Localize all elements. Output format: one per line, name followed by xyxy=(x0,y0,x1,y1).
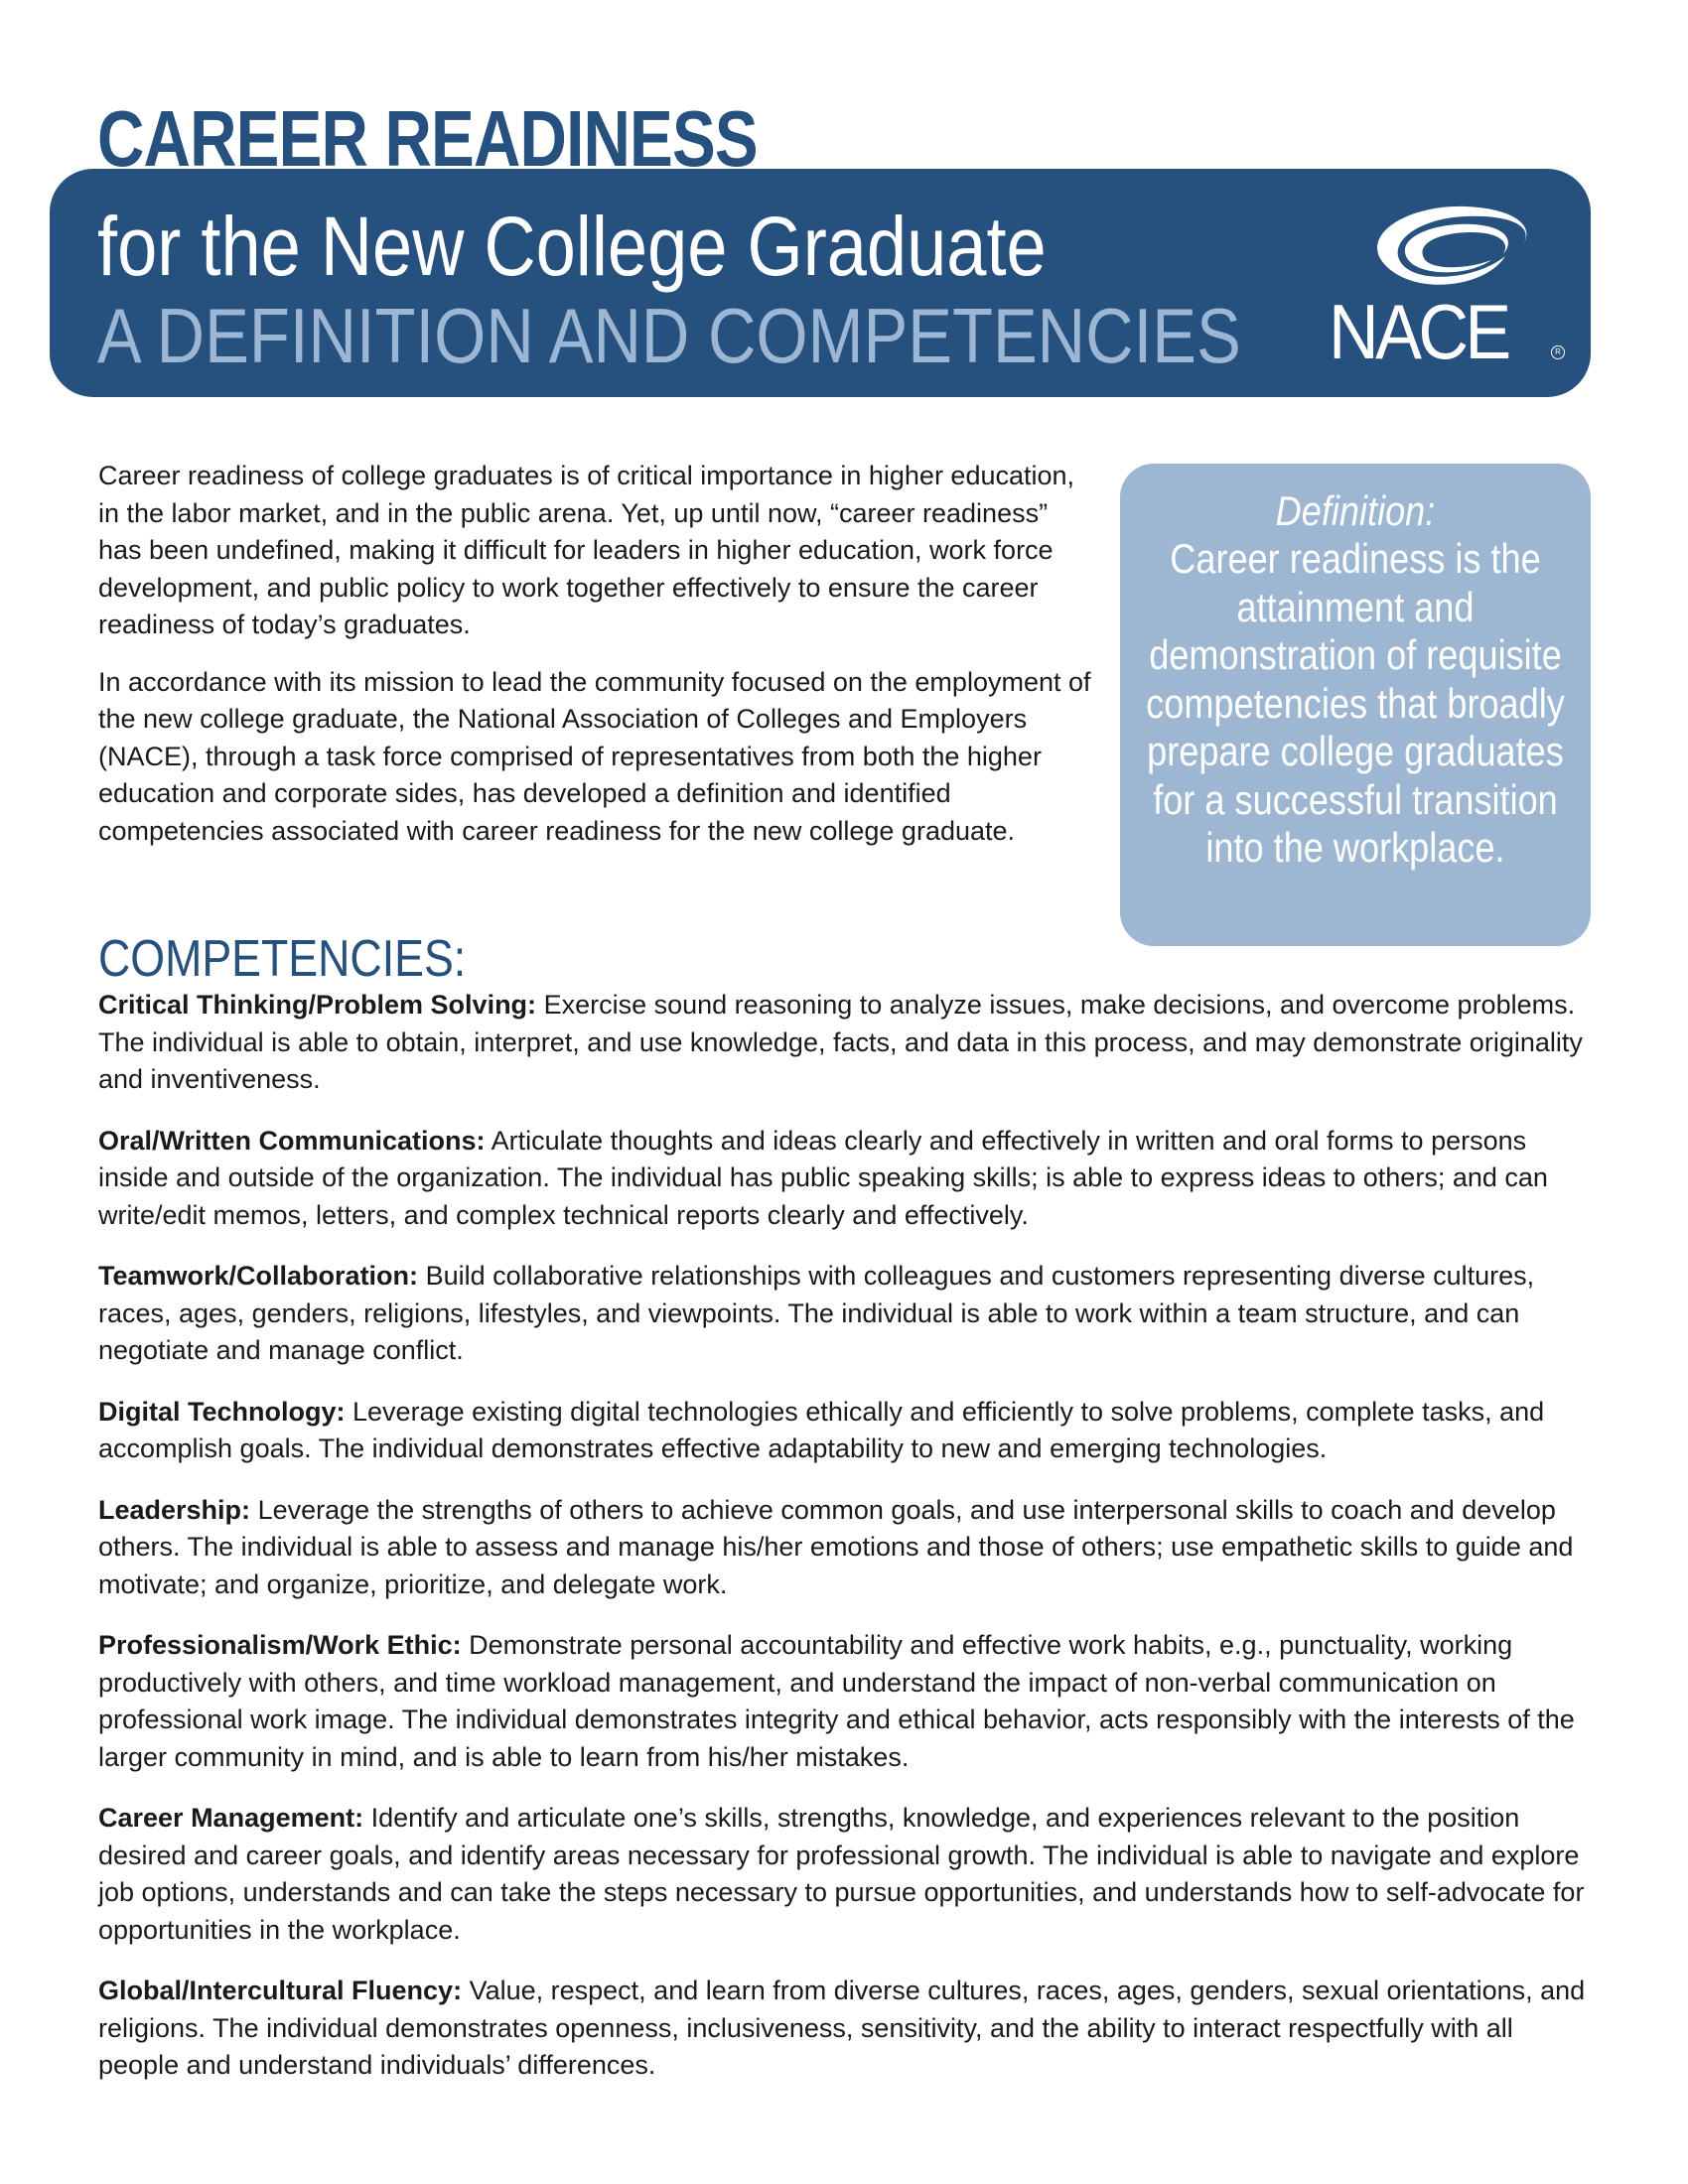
registered-mark-icon: R xyxy=(1551,345,1565,359)
competency-description: Leverage the strengths of others to achieve common goals, and use interpersonal skills to coach and develop others. The individual is able to assess and manage his/her emotions and those of others; use empathetic skills to guide and motivate; and organize, prioritize, and delegate work. xyxy=(98,1494,1574,1599)
competency-item xyxy=(98,1800,1598,1949)
competency-description: Build collaborative relationships with colleagues and customers representing diverse cultures, races, ages, genders, religions, lifestyles, and viewpoints. The individual is able to work within a team structure, and can negotiate and manage conflict. xyxy=(98,1261,1535,1365)
nace-logo xyxy=(1325,197,1573,375)
competency-item xyxy=(98,1492,1598,1604)
competency-name: Global/Intercultural Fluency: xyxy=(98,1976,463,2005)
competency-name: Critical Thinking/Problem Solving: xyxy=(98,990,537,1020)
competency-description: Exercise sound reasoning to analyze issues, make decisions, and overcome problems. The individual is able to obtain, interpret, and use knowledge, facts, and data in this process, and may demonstrate originality and inventiveness. xyxy=(98,990,1583,1094)
competency-item xyxy=(98,1394,1598,1468)
competency-description: Identify and articulate one’s skills, strengths, knowledge, and experiences relevant to the position desired and career goals, and identify areas necessary for professional growth. The individual is able to navigate and explore job options, understands and can take the steps necessary to pursue opportunities, and understands how to self-advocate for opportunities in the workplace. xyxy=(98,1803,1585,1945)
competency-item xyxy=(98,1627,1598,1776)
competency-item xyxy=(98,987,1598,1099)
page-subtitle: for the New College Graduate xyxy=(97,200,1047,293)
definition-box xyxy=(1120,464,1591,946)
competency-name: Oral/Written Communications: xyxy=(98,1125,486,1156)
competency-item xyxy=(98,1258,1598,1370)
intro-paragraph: In accordance with its mission to lead the community focused on the employment of the new college graduate, the National Association of Colleges and Employers (NACE), through a task force comprised of representatives from both the higher education and corporate sides, has developed a definition and identified competencies associated with career readiness for the new college graduate. xyxy=(98,666,1091,846)
competency-name: Teamwork/Collaboration: xyxy=(98,1261,419,1291)
definition-heading: Definition: xyxy=(1275,487,1436,534)
competency-description: Demonstrate personal accountability and effective work habits, e.g., punctuality, working productively with others, and time workload management, and understand the impact of non-verbal communication on professional work image. The individual demonstrates integrity and ethical behavior, acts responsibly with the interests of the larger community in mind, and is able to learn from his/her mistakes. xyxy=(98,1630,1575,1772)
page-subtitle-secondary: A DEFINITION AND COMPETENCIES xyxy=(97,292,1241,379)
competency-item xyxy=(98,1123,1598,1235)
competency-name: Digital Technology: xyxy=(98,1396,346,1427)
page-title: CAREER READINESS xyxy=(97,94,758,183)
title-banner xyxy=(50,169,1591,397)
competencies-list xyxy=(98,987,1598,2109)
competency-item xyxy=(98,1973,1598,2085)
nace-logo-text: NACE xyxy=(1329,288,1508,375)
competency-name: Career Management: xyxy=(98,1803,364,1833)
definition-text: Career readiness is the attainment and demonstration of requisite competencies that broadly prepare college graduates for a successful transition into the workplace. xyxy=(1146,535,1565,871)
intro-section xyxy=(98,458,1091,870)
competency-description: Value, respect, and learn from diverse cultures, races, ages, genders, sexual orientations, and religions. The individual demonstrates openness, inclusiveness, sensitivity, and the ability to interact respectfully with all people and understand individuals’ differences. xyxy=(98,1976,1586,2080)
competency-name: Leadership: xyxy=(98,1494,251,1525)
competency-description: Leverage existing digital technologies ethically and efficiently to solve problems, complete tasks, and accomplish goals. The individual demonstrates effective adaptability to new and emerging technologies. xyxy=(98,1396,1545,1463)
competency-name: Professionalism/Work Ethic: xyxy=(98,1630,462,1660)
competencies-heading: COMPETENCIES: xyxy=(98,930,467,988)
competency-description: Articulate thoughts and ideas clearly and effectively in written and oral forms to persons inside and outside of the organization. The individual has public speaking skills; is able to express ideas to others; and can write/edit memos, letters, and complex technical reports clearly and effectively. xyxy=(98,1125,1548,1230)
intro-paragraph: Career readiness of college graduates is of critical importance in higher education, in the labor market, and in the public arena. Yet, up until now, “career readiness” has been undefined, making it difficult for leaders in higher education, work force development, and public policy to work together effectively to ensure the career readiness of today’s graduates. xyxy=(98,461,1075,639)
